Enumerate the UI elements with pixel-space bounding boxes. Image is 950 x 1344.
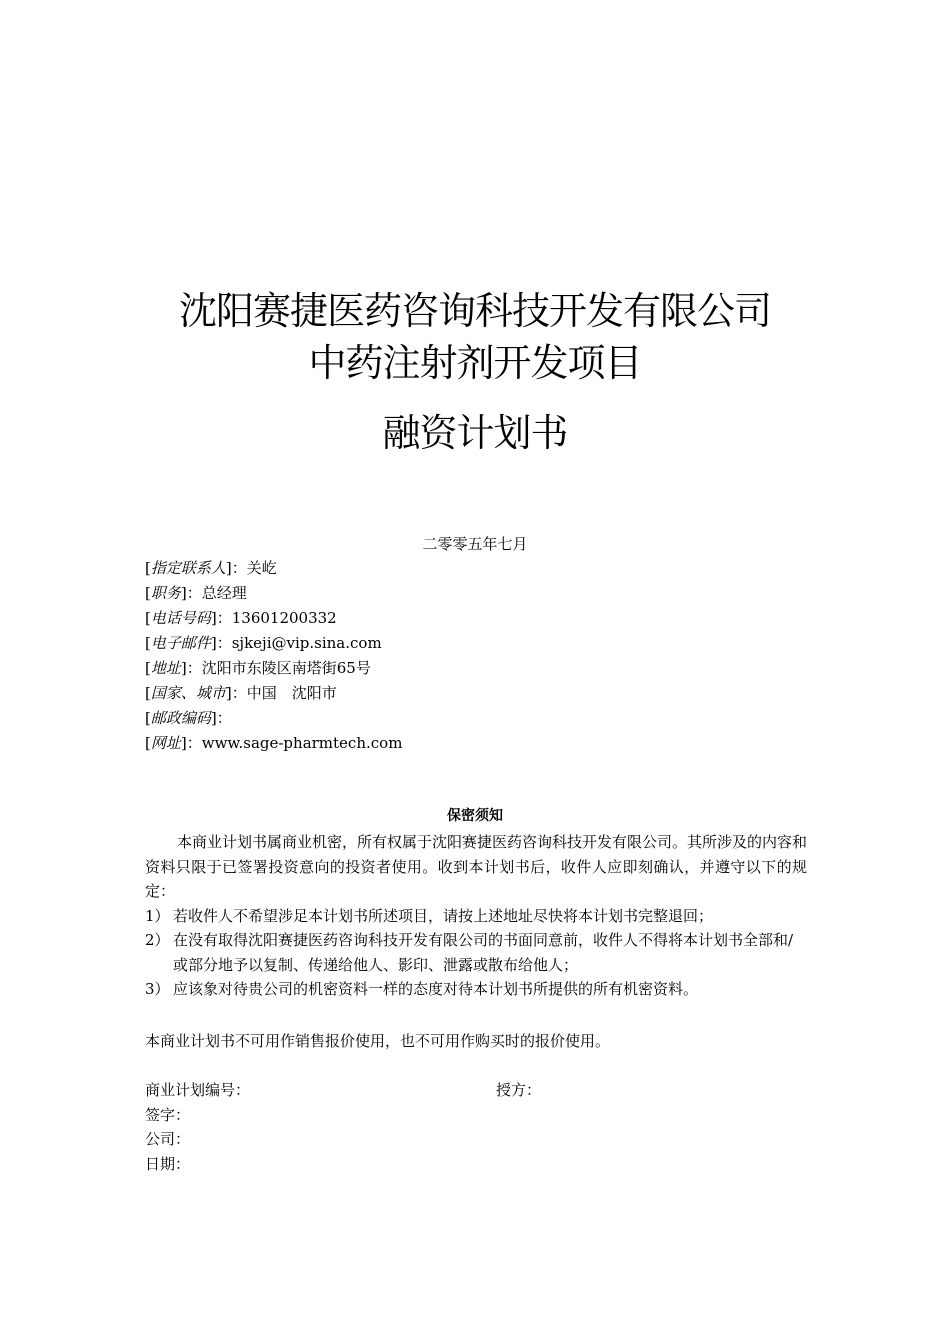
contact-label: 邮政编码 [150,709,211,727]
contact-row-address: [地址]：沈阳市东陵区南塔街65号 [145,659,371,677]
form-row-plan-number [145,1078,807,1103]
contact-row-postcode: [邮政编码]： [145,709,232,727]
contact-value: 13601200332 [231,609,337,627]
acknowledgement-form [145,1078,807,1176]
contact-value: 关屹 [246,559,277,577]
cover-title-project: 中药注射剂开发项目 [308,341,642,385]
contact-row-website: [网址]：www.sage-pharmtech.com [145,734,403,752]
cover-date: 二零零五年七月 [422,535,528,553]
date-label: 日期： [145,1154,191,1173]
contact-label: 职务 [150,584,181,602]
contact-row-email: [电子邮件]：sjkeji@vip.sina.com [145,634,382,652]
contact-label: 指定联系人 [150,559,226,577]
contact-value: 总经理 [201,584,247,602]
contact-label: 电子邮件 [150,634,211,652]
contact-list [145,556,645,756]
contact-row-position: [职务]：总经理 [145,584,247,602]
list-item-text: 应该象对待贵公司的机密资料一样的态度对待本计划书所提供的所有机密资料。 [173,980,699,998]
recipient-label: 授方： [496,1081,542,1099]
contact-label: 地址 [150,659,181,677]
form-row-signature [145,1103,807,1128]
confidentiality-section [145,830,807,1002]
cover-title-doc-type: 融资计划书 [382,411,568,455]
signature-label: 签字： [145,1105,191,1124]
contact-value: sjkeji@vip.sina.com [231,634,382,652]
list-item-number: 2） [145,931,170,949]
usage-notice: 本商业计划书不可用作销售报价使用，也不可用作购买时的报价使用。 [145,1032,611,1050]
contact-value: 沈阳市东陵区南塔街65号 [201,659,371,677]
list-item-number: 3） [145,980,170,998]
contact-label: 电话号码 [150,609,211,627]
contact-label: 国家、城市 [150,684,226,702]
contact-label: 网址 [150,734,181,752]
contact-row-person: [指定联系人]：关屹 [145,559,277,577]
form-row-company [145,1127,807,1152]
confidentiality-heading: 保密须知 [447,808,503,824]
form-row-date [145,1152,807,1177]
confidentiality-item [145,904,807,929]
list-item-text: 若收件人不希望涉足本计划书所述项目，请按上述地址尽快将本计划书完整退回； [173,906,714,925]
confidentiality-intro: 本商业计划书属商业机密，所有权属于沈阳赛捷医药咨询科技开发有限公司。其所涉及的内容和资料只限于已签署投资意向的投资者使用。收到本计划书后，收件人应即刻确认，并遵守以下的规定： [145,833,808,900]
plan-number-label: 商业计划编号： [145,1081,251,1099]
contact-value: 中国 沈阳市 [246,684,337,702]
list-item-text: 在没有取得沈阳赛捷医药咨询科技开发有限公司的书面同意前，收件人不得将本计划书全部和/或部分地予以复制、传递给他人、影印、泄露或散布给他人； [173,931,794,974]
confidentiality-item [145,928,807,977]
list-item-number: 1） [145,906,170,925]
company-label: 公司： [145,1130,191,1148]
confidentiality-item [145,977,807,1002]
contact-row-phone: [电话号码]：13601200332 [145,609,337,627]
contact-row-country-city: [国家、城市]：中国 沈阳市 [145,684,337,702]
contact-value: www.sage-pharmtech.com [201,734,403,752]
cover-title-company: 沈阳赛捷医药咨询科技开发有限公司 [178,289,771,333]
